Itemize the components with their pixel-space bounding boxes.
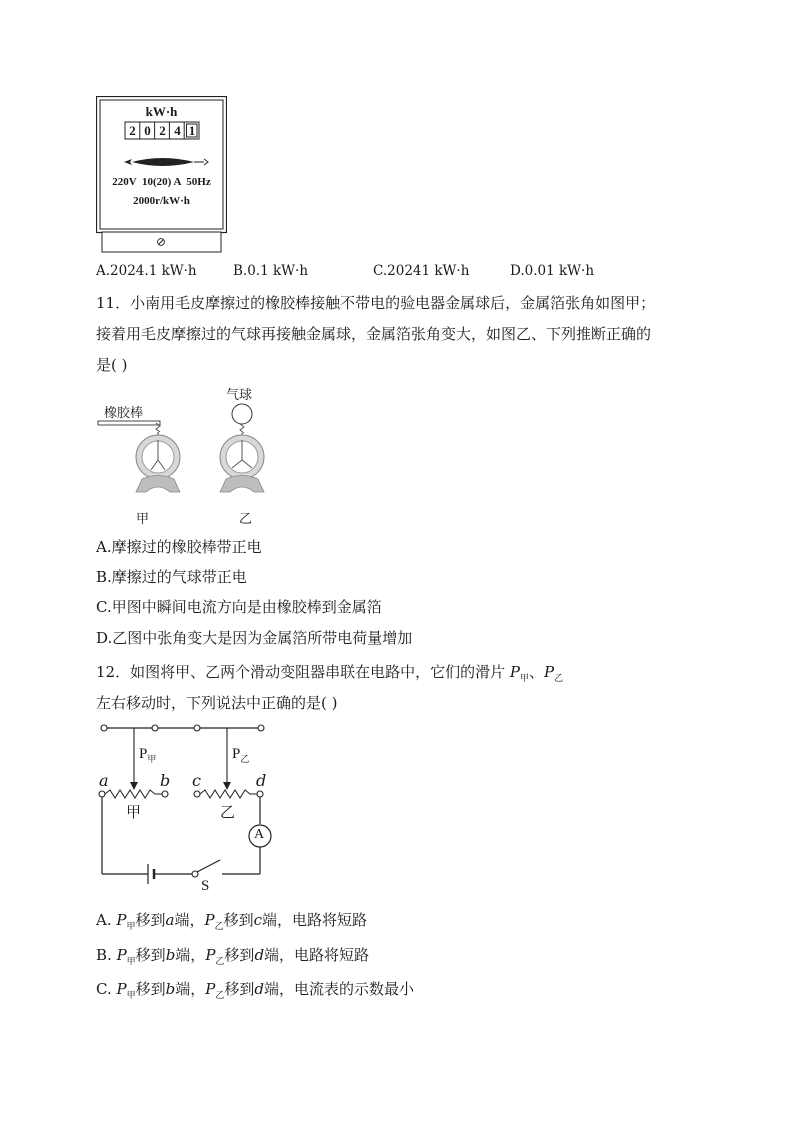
- rheostat-label-yi: 乙: [220, 803, 236, 821]
- sub-jia: 甲: [519, 674, 529, 684]
- q12-stem-line2: 左右移动时，下列说法中正确的是( ): [96, 694, 338, 712]
- q11-stem-line3: 是( ): [96, 356, 128, 374]
- electric-meter-figure: [96, 96, 227, 254]
- label-rubber-rod: 橡胶棒: [104, 406, 144, 421]
- electroscope-yi: [220, 404, 264, 492]
- q12-stem-line1: 12．如图将甲、乙两个滑动变阻器串联在电路中，它们的滑片 $P_甲$、$P_乙$: [96, 663, 564, 684]
- slider-label-yi: $P_乙$: [232, 746, 250, 764]
- p-jia: P: [509, 663, 520, 681]
- q12-stem-text: 12．如图将甲、乙两个滑动变阻器串联在电路中，它们的滑片: [96, 663, 506, 681]
- label-fig-jia: 甲: [136, 512, 150, 527]
- q11-option-a: A.摩擦过的橡胶棒带正电: [96, 538, 262, 556]
- q11-stem-line2: 接着用毛皮摩擦过的气球再接触金属球，金属箔张角变大，如图乙、下列推断正确的: [96, 325, 652, 343]
- q12-option-b: B. $P_甲$移到b端，$P_乙$移到d端，电路将短路: [96, 946, 370, 967]
- sub-yi: 乙: [554, 674, 564, 684]
- meter-unit: kW·h: [145, 104, 178, 119]
- meter-digit-1: 2: [129, 123, 136, 138]
- q11-option-b: B.摩擦过的气球带正电: [96, 568, 247, 586]
- terminal-a: a: [99, 771, 109, 790]
- q10-option-a: A.2024.1 kW·h: [96, 263, 197, 279]
- meter-rating: 220V 10(20) A 50Hz: [112, 176, 211, 188]
- slider-label-jia: $P_甲$: [139, 746, 157, 764]
- terminal-b: b: [160, 771, 171, 790]
- q11-option-d: D.乙图中张角变大是因为金属箔所带电荷量增加: [96, 629, 413, 647]
- q10-option-c: C.20241 kW·h: [373, 263, 470, 279]
- circuit-drawing: [96, 720, 281, 900]
- rheostat-label-jia: 甲: [126, 803, 142, 821]
- label-balloon: 气球: [226, 388, 253, 403]
- q11-stem-line1: 11．小南用毛皮摩擦过的橡胶棒接触不带电的验电器金属球后，金属箔张角如图甲；: [96, 294, 656, 312]
- terminal-c: c: [192, 771, 201, 790]
- terminal-d: d: [256, 771, 267, 790]
- label-fig-yi: 乙: [239, 512, 253, 527]
- q11-option-c: C.甲图中瞬间电流方向是由橡胶棒到金属箔: [96, 598, 382, 616]
- q10-option-d: D.0.01 kW·h: [510, 263, 595, 279]
- switch-label: S: [201, 878, 210, 894]
- meter-constant: 2000r/kW·h: [133, 195, 190, 207]
- q12-option-c: C. $P_甲$移到b端，$P_乙$移到d端，电流表的示数最小: [96, 980, 414, 1001]
- ammeter-label: A: [254, 827, 265, 842]
- meter-digit-2: 0: [144, 123, 151, 138]
- q10-option-b: B.0.1 kW·h: [233, 263, 309, 279]
- circuit-diagram: [96, 720, 281, 900]
- meter-digit-4: 4: [174, 123, 181, 138]
- q12-option-a: A. $P_甲$移到a端，$P_乙$移到c端，电路将短路: [96, 911, 368, 932]
- meter-digit-5: 1: [188, 123, 196, 138]
- p-yi: P: [544, 663, 555, 681]
- meter-digit-3: 2: [159, 123, 166, 138]
- electroscope-jia: [136, 423, 180, 492]
- electroscope-figure: [96, 382, 286, 527]
